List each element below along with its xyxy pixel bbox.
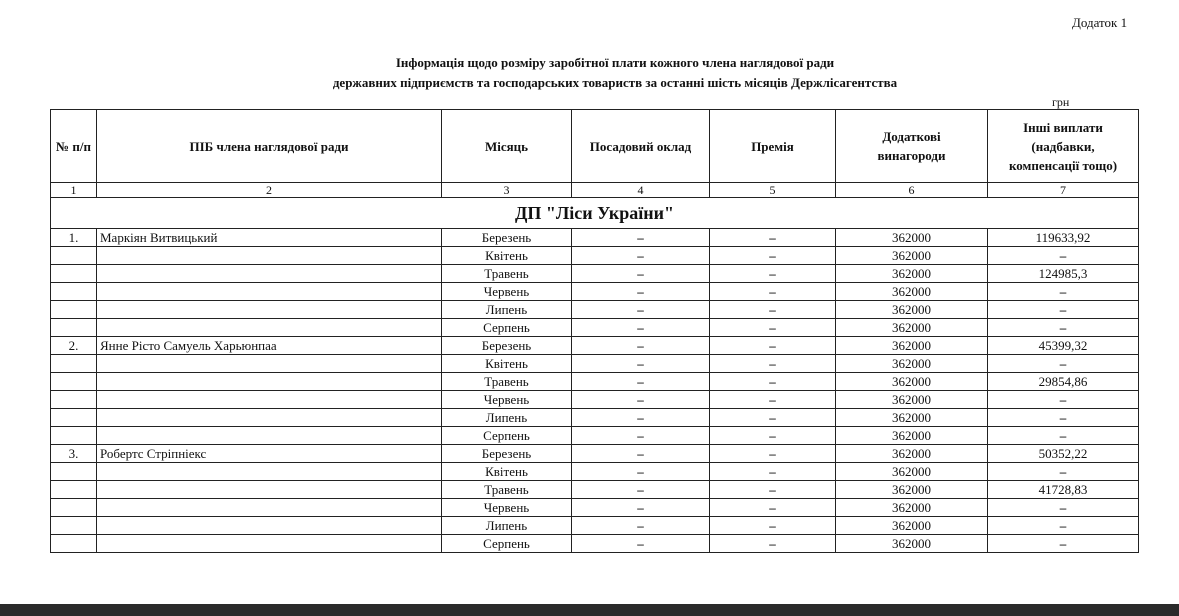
other-payments-cell: – [988,355,1139,373]
extra-reward-cell: 362000 [836,247,988,265]
extra-reward-cell: 362000 [836,301,988,319]
salary-cell: – [572,445,710,463]
column-number: 5 [710,183,836,198]
member-name [97,301,442,319]
document-title [150,53,1080,93]
salary-table [50,109,1139,553]
other-payments-cell: – [988,517,1139,535]
table-row [51,445,1139,463]
table-row [51,409,1139,427]
table-row [51,301,1139,319]
extra-reward-cell: 362000 [836,427,988,445]
month-cell: Липень [442,301,572,319]
salary-cell: – [572,535,710,553]
extra-reward-cell: 362000 [836,355,988,373]
table-row [51,265,1139,283]
month-cell: Липень [442,517,572,535]
row-number [51,535,97,553]
row-number [51,373,97,391]
salary-cell: – [572,283,710,301]
extra-reward-cell: 362000 [836,373,988,391]
extra-reward-cell: 362000 [836,481,988,499]
table-row [51,463,1139,481]
table-row [51,535,1139,553]
row-number [51,265,97,283]
header-month: Місяць [442,110,572,183]
table-row [51,319,1139,337]
salary-cell: – [572,391,710,409]
salary-cell: – [572,355,710,373]
bonus-cell: – [710,463,836,481]
bonus-cell: – [710,229,836,247]
row-number [51,463,97,481]
month-cell: Березень [442,337,572,355]
member-name [97,463,442,481]
salary-cell: – [572,499,710,517]
column-number: 1 [51,183,97,198]
month-cell: Березень [442,229,572,247]
table-row [51,517,1139,535]
column-number: 4 [572,183,710,198]
extra-reward-cell: 362000 [836,319,988,337]
row-number [51,301,97,319]
row-number: 3. [51,445,97,463]
title-line-1: Інформація щодо розміру заробітної плати кожного члена наглядової ради [395,55,835,70]
month-cell: Квітень [442,355,572,373]
column-number: 7 [988,183,1139,198]
month-cell: Травень [442,373,572,391]
extra-reward-cell: 362000 [836,391,988,409]
bonus-cell: – [710,373,836,391]
member-name [97,373,442,391]
salary-cell: – [572,481,710,499]
header-other: Інші виплати (надбавки, компенсації тощо) [988,110,1139,183]
table-row [51,229,1139,247]
table-row [51,247,1139,265]
bonus-cell: – [710,283,836,301]
bonus-cell: – [710,355,836,373]
column-number: 2 [97,183,442,198]
other-payments-cell: – [988,535,1139,553]
table-row [51,427,1139,445]
salary-cell: – [572,247,710,265]
salary-cell: – [572,373,710,391]
other-payments-cell: 119633,92 [988,229,1139,247]
column-number: 3 [442,183,572,198]
extra-reward-cell: 362000 [836,229,988,247]
salary-cell: – [572,409,710,427]
salary-cell: – [572,319,710,337]
bonus-cell: – [710,337,836,355]
row-number [51,391,97,409]
table-row [51,337,1139,355]
column-numbers-row [51,183,1139,198]
header-bonus: Премія [710,110,836,183]
other-payments-cell: – [988,463,1139,481]
other-payments-cell: 45399,32 [988,337,1139,355]
table-row [51,391,1139,409]
extra-reward-cell: 362000 [836,409,988,427]
month-cell: Травень [442,481,572,499]
month-cell: Серпень [442,535,572,553]
header-salary: Посадовий оклад [572,110,710,183]
row-number [51,319,97,337]
month-cell: Липень [442,409,572,427]
member-name [97,481,442,499]
salary-cell: – [572,517,710,535]
table-row [51,283,1139,301]
bonus-cell: – [710,319,836,337]
bonus-cell: – [710,499,836,517]
currency-unit: грн [1052,95,1070,109]
extra-reward-cell: 362000 [836,445,988,463]
salary-cell: – [572,427,710,445]
salary-cell: – [572,463,710,481]
bonus-cell: – [710,535,836,553]
other-payments-cell: – [988,283,1139,301]
month-cell: Березень [442,445,572,463]
other-payments-cell: – [988,409,1139,427]
column-number: 6 [836,183,988,198]
month-cell: Квітень [442,463,572,481]
row-number [51,355,97,373]
row-number: 2. [51,337,97,355]
extra-reward-cell: 362000 [836,265,988,283]
bonus-cell: – [710,247,836,265]
other-payments-cell: 29854,86 [988,373,1139,391]
appendix-label: Додаток 1 [1072,15,1128,30]
other-payments-cell: 41728,83 [988,481,1139,499]
row-number [51,517,97,535]
bottom-bar [0,604,1179,616]
member-name [97,319,442,337]
salary-cell: – [572,229,710,247]
bonus-cell: – [710,301,836,319]
member-name: Робертс Стріпніекс [97,445,442,463]
month-cell: Червень [442,499,572,517]
extra-reward-cell: 362000 [836,517,988,535]
salary-cell: – [572,301,710,319]
extra-reward-cell: 362000 [836,337,988,355]
row-number [51,427,97,445]
row-number: 1. [51,229,97,247]
other-payments-cell: – [988,427,1139,445]
month-cell: Червень [442,391,572,409]
bonus-cell: – [710,481,836,499]
table-row [51,499,1139,517]
salary-cell: – [572,265,710,283]
member-name: Янне Рісто Самуель Харьюнпаа [97,337,442,355]
table-row [51,481,1139,499]
member-name [97,535,442,553]
company-row [51,198,1139,229]
other-payments-cell: – [988,247,1139,265]
other-payments-cell: – [988,499,1139,517]
month-cell: Квітень [442,247,572,265]
table-row [51,355,1139,373]
header-extra: Додаткові винагороди [836,110,988,183]
bonus-cell: – [710,517,836,535]
member-name [97,283,442,301]
member-name [97,391,442,409]
other-payments-cell: – [988,301,1139,319]
row-number [51,499,97,517]
other-payments-cell: – [988,319,1139,337]
member-name [97,517,442,535]
bonus-cell: – [710,409,836,427]
header-row [51,110,1139,183]
member-name [97,409,442,427]
title-line-2: державних підприємств та господарських товариств за останні шість місяців Держлісагентства [332,75,898,90]
extra-reward-cell: 362000 [836,283,988,301]
bonus-cell: – [710,391,836,409]
extra-reward-cell: 362000 [836,499,988,517]
salary-cell: – [572,337,710,355]
header-name: ПІБ члена наглядової ради [97,110,442,183]
member-name [97,427,442,445]
table-row [51,373,1139,391]
other-payments-cell: 50352,22 [988,445,1139,463]
row-number [51,247,97,265]
extra-reward-cell: 362000 [836,463,988,481]
bonus-cell: – [710,427,836,445]
member-name [97,265,442,283]
row-number [51,283,97,301]
member-name [97,499,442,517]
other-payments-cell: – [988,391,1139,409]
month-cell: Серпень [442,319,572,337]
row-number [51,409,97,427]
company-name: ДП "Ліси України" [51,198,1139,229]
month-cell: Серпень [442,427,572,445]
member-name: Маркіян Витвицький [97,229,442,247]
bonus-cell: – [710,445,836,463]
other-payments-cell: 124985,3 [988,265,1139,283]
row-number [51,481,97,499]
header-num: № п/п [51,110,97,183]
member-name [97,247,442,265]
member-name [97,355,442,373]
month-cell: Червень [442,283,572,301]
month-cell: Травень [442,265,572,283]
bonus-cell: – [710,265,836,283]
extra-reward-cell: 362000 [836,535,988,553]
